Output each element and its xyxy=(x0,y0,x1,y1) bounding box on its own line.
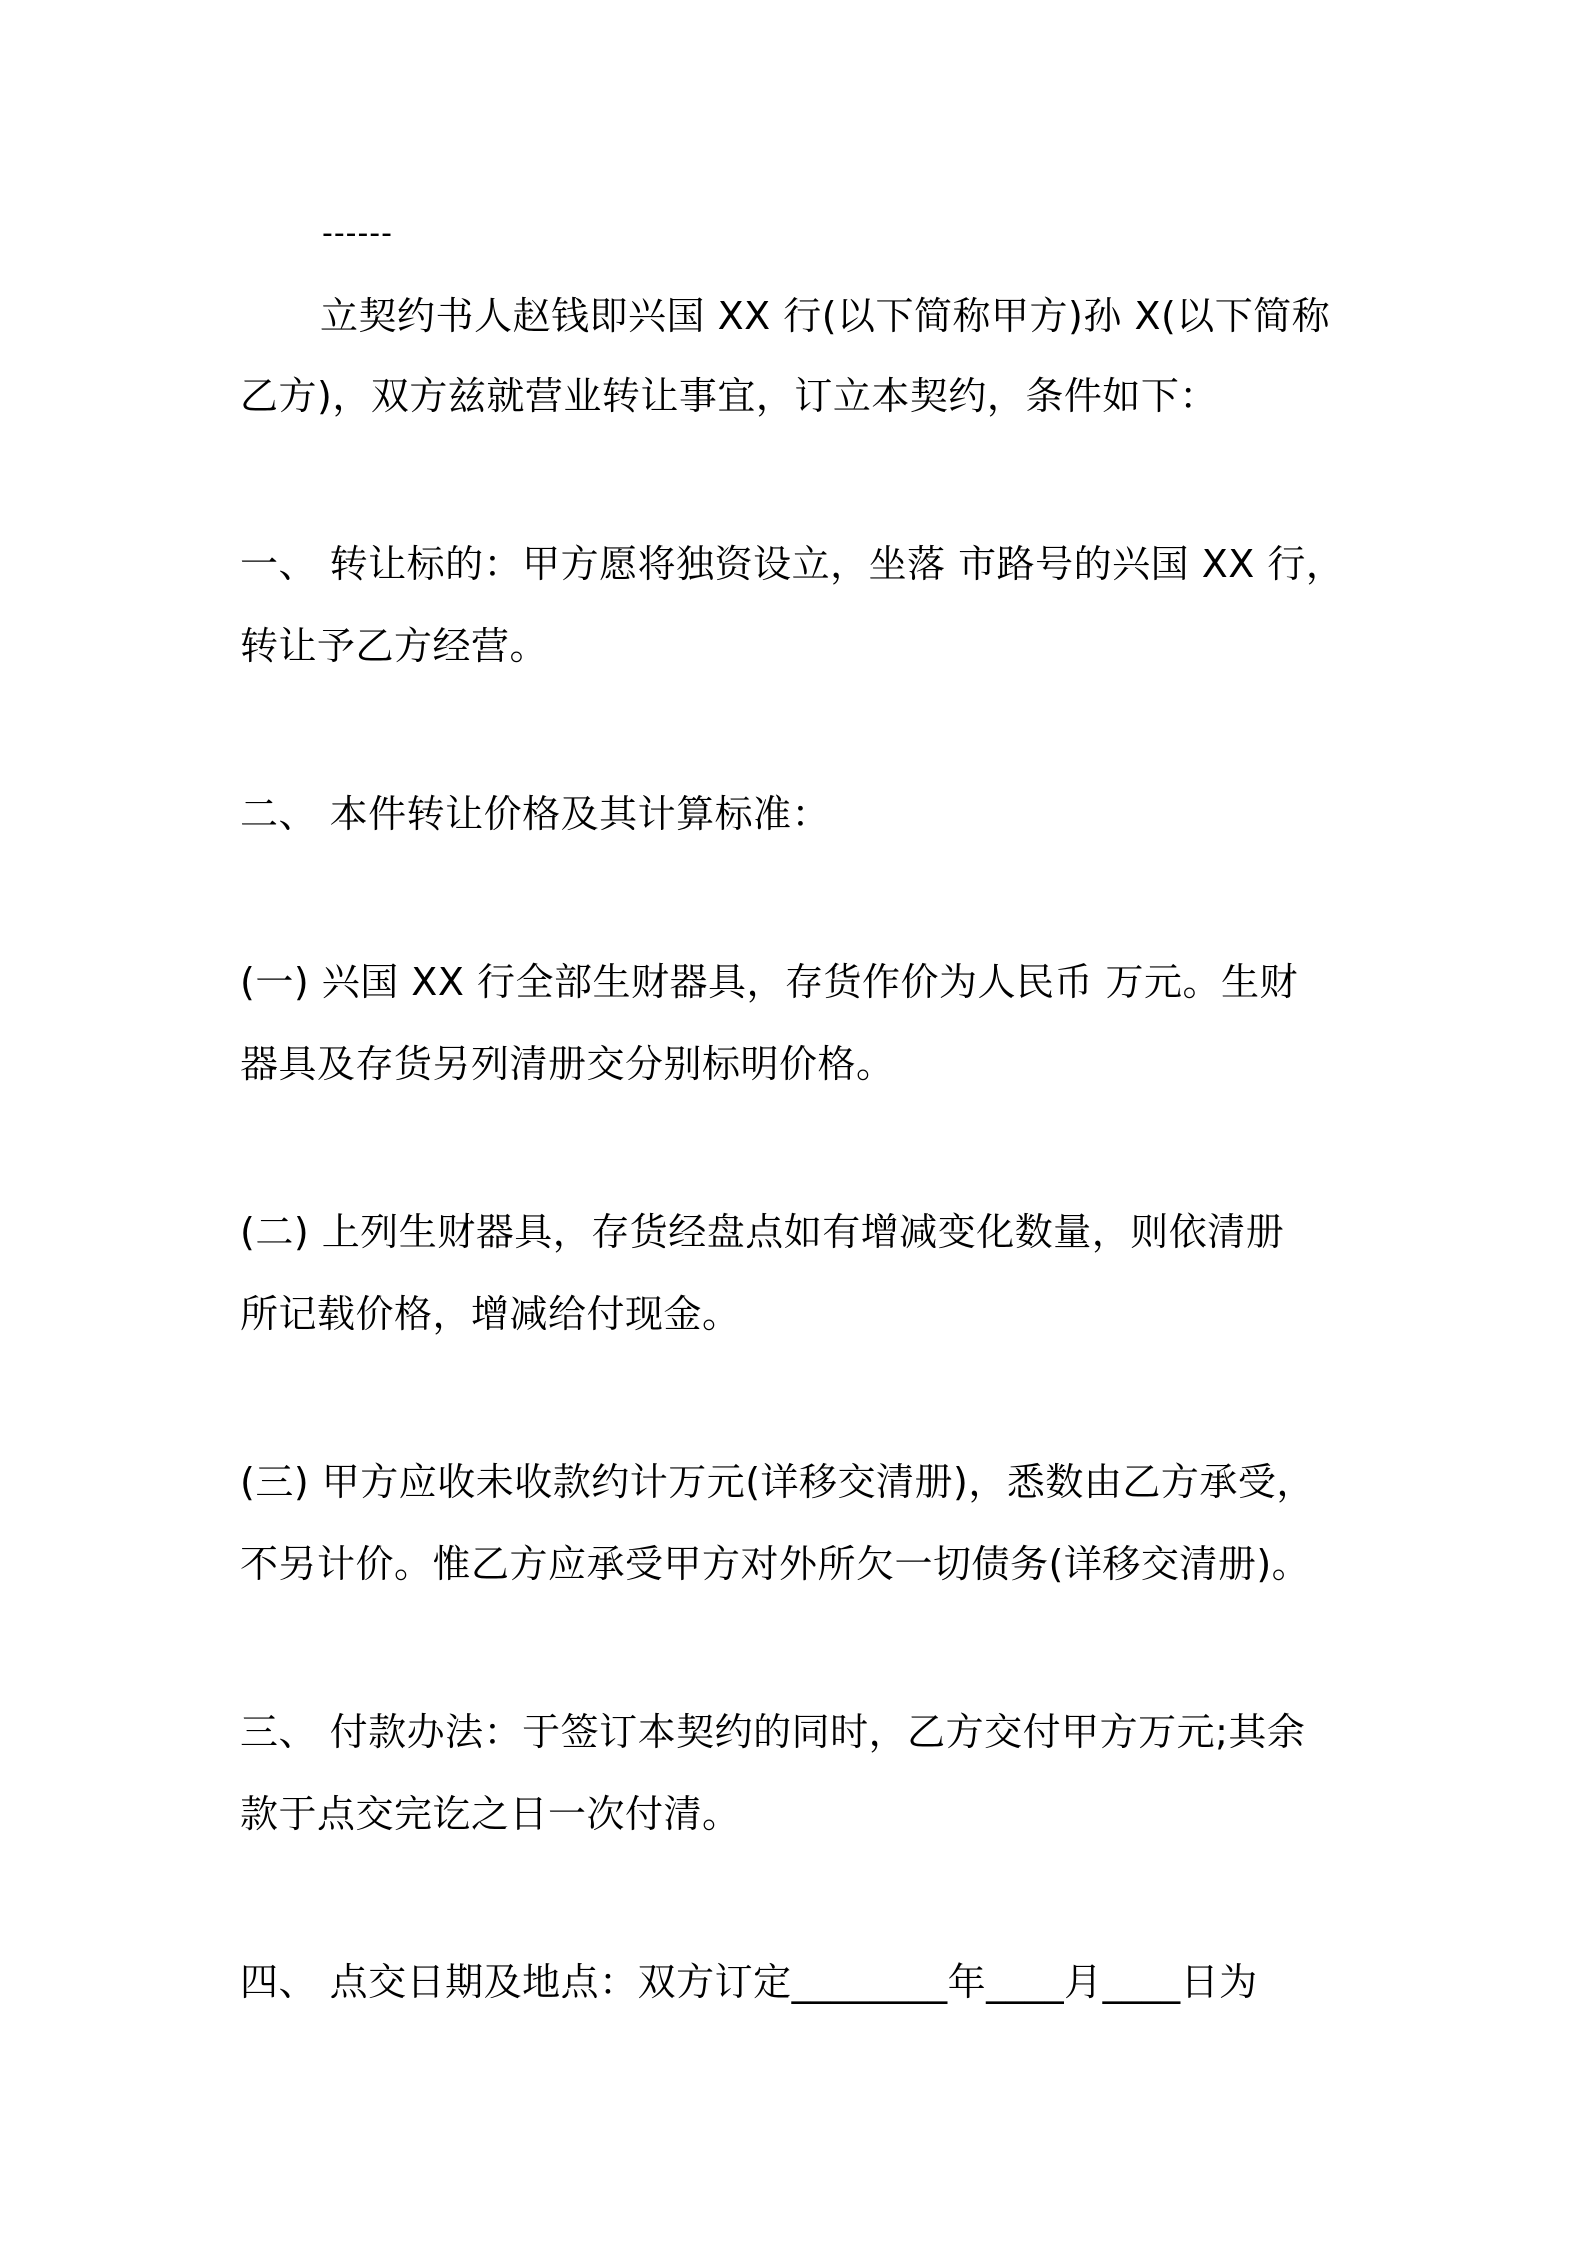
sub-clause-1-line-1: (一) 兴国 XX 行全部生财器具，存货作价为人民币 万元。生财 xyxy=(240,960,1299,1004)
sub-clause-1-line-2: 器具及存货另列清册交分别标明价格。 xyxy=(240,1042,895,1086)
clause-3-line-1: 三、 付款办法：于签订本契约的同时，乙方交付甲方万元;其余 xyxy=(240,1710,1306,1754)
clause-4-line-1: 四、 点交日期及地点：双方订定________年____月____日为 xyxy=(240,1960,1258,2004)
separator-dashes: ------ xyxy=(322,216,393,251)
sub-clause-3-line-1: (三) 甲方应收未收款约计万元(详移交清册)，悉数由乙方承受， xyxy=(240,1460,1315,1504)
sub-clause-2-line-1: (二) 上列生财器具，存货经盘点如有增减变化数量，则依清册 xyxy=(240,1210,1285,1254)
sub-clause-3-line-2: 不另计价。惟乙方应承受甲方对外所欠一切债务(详移交清册)。 xyxy=(240,1542,1311,1586)
clause-1-line-1: 一、 转让标的：甲方愿将独资设立，坐落 市路号的兴国 XX 行， xyxy=(240,542,1345,586)
clause-2-heading: 二、 本件转让价格及其计算标准： xyxy=(240,792,831,836)
sub-clause-2-line-2: 所记载价格，增减给付现金。 xyxy=(240,1292,741,1336)
intro-line-2: 乙方)，双方兹就营业转让事宜，订立本契约，条件如下： xyxy=(240,374,1218,418)
intro-line-1: 立契约书人赵钱即兴国 XX 行(以下简称甲方)孙 X(以下简称 xyxy=(320,294,1331,338)
clause-3-line-2: 款于点交完讫之日一次付清。 xyxy=(240,1792,741,1836)
clause-1-line-2: 转让予乙方经营。 xyxy=(240,624,549,668)
